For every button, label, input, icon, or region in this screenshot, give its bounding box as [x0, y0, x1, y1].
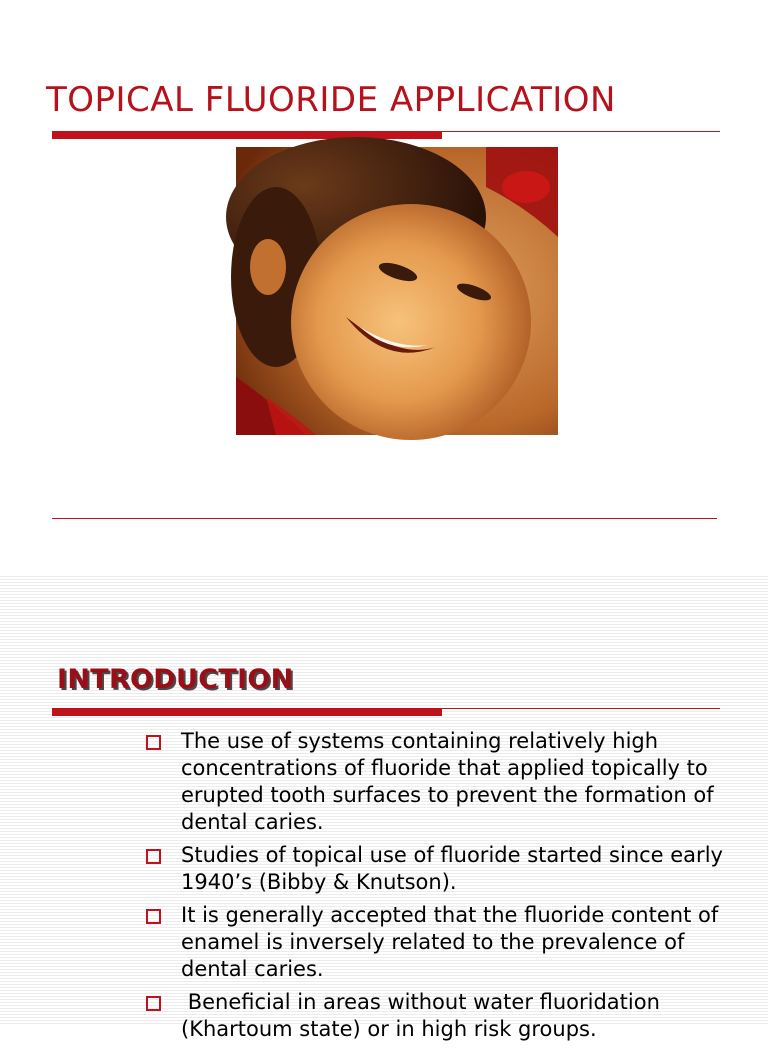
- hollow-square-bullet-icon: [146, 849, 161, 864]
- hollow-square-bullet-icon: [146, 909, 161, 924]
- list-item: [146, 989, 746, 1043]
- title-underline-thick: [52, 131, 442, 139]
- slide-title-heading: TOPICAL FLUORIDE APPLICATION: [46, 80, 616, 120]
- slide-bottom-rule: [52, 518, 717, 519]
- bullet-text: It is generally accepted that the fluoride content of enamel is inversely related to the prevalence of dental caries.: [181, 903, 719, 981]
- bullet-text: The use of systems containing relatively high concentrations of fluoride that applied topically to erupted tooth surfaces to prevent the formation of dental caries.: [181, 729, 714, 834]
- bullet-list: [146, 728, 746, 1049]
- heading-underline-thin: [442, 708, 720, 709]
- slide-introduction: [0, 576, 768, 1041]
- child-photo: [236, 147, 558, 435]
- title-underline-thin: [442, 131, 720, 132]
- bullet-text: Beneficial in areas without water fluoridation (Khartoum state) or in high risk groups.: [181, 990, 667, 1041]
- heading-underline-thick: [52, 708, 442, 716]
- list-item: [146, 728, 746, 836]
- introduction-heading: INTRODUCTION: [57, 664, 294, 695]
- list-item: [146, 842, 746, 896]
- hollow-square-bullet-icon: [146, 996, 161, 1011]
- bullet-text: Studies of topical use of fluoride started since early 1940’s (Bibby & Knutson).: [181, 843, 723, 894]
- hollow-square-bullet-icon: [146, 735, 161, 750]
- list-item: [146, 902, 746, 983]
